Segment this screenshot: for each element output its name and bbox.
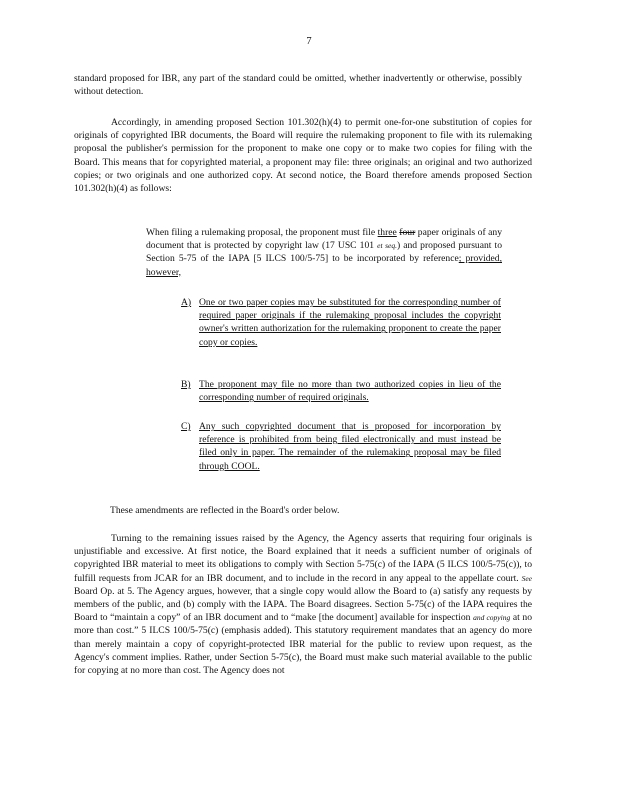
- para4-part-c: at no more than cost.” 5 ILCS 100/5-75(c) (emphasis added). This statutory requirement mandates that an agency do more than merely maintain a copy of copyright-protected IBR material for the public to review upon request, as the Agency's comment implies. Rather, under Section 5-75(c), the Board must make such material available to the public for copying at no more than cost. The Agency does not: [74, 612, 532, 677]
- deleted-text: four: [399, 227, 416, 238]
- rule-intro-part2: paper originals of any document that is protected by copyright law (17 USC 101: [146, 227, 502, 252]
- page-number: 7: [306, 36, 312, 47]
- item-text: Any such copyrighted document that is proposed for incorporation by reference is prohibited from being filed electronically and must instead be filed only in paper. The remainder of the rulemaking proposal may be filed through COOL.: [199, 421, 501, 472]
- item-label: A): [181, 297, 192, 308]
- item-label: B): [181, 379, 191, 390]
- inserted-proviso: ; provided, however,: [146, 253, 502, 278]
- item-text: One or two paper copies may be substituted for the corresponding number of required paper originals if the rulemaking proposal includes the copyright owner's written authorization for the rulemaking proponent to create the paper copy or copies.: [199, 297, 501, 348]
- rule-intro: [146, 226, 502, 279]
- paragraph-amendments: [110, 504, 510, 517]
- paragraph-text: Accordingly, in amending proposed Section 101.302(h)(4) to permit one-for-one substitution of copies for originals of copyrighted IBR documents, the Board will require the rulemaking proponent to file with its rulemaking proposal the publisher's permission for the proponent to make one copy or to make two copies for filing with the Board. This means that for copyrighted material, a proponent may file: three originals; an original and two authorized copies; or two originals and one authorized copy. At second notice, the Board therefore amends proposed Section 101.302(h)(4) as follows:: [74, 117, 532, 195]
- rule-item-c: [181, 420, 501, 473]
- item-text: The proponent may file no more than two authorized copies in lieu of the corresponding number of required originals.: [199, 379, 501, 404]
- see-signal: See: [521, 573, 532, 583]
- rule-intro-part1: When filing a rulemaking proposal, the proponent must file: [146, 227, 376, 238]
- rule-intro-part3: ) and proposed pursuant to Section 5-75 of the IAPA [5 ILCS 100/5-75] to be incorporated by reference: [146, 240, 502, 265]
- rule-item-b: [181, 378, 501, 404]
- amended-rule-text: [146, 226, 502, 279]
- item-label: C): [181, 421, 191, 432]
- paragraph-accordingly: [74, 116, 532, 195]
- inserted-text: three: [377, 227, 397, 238]
- paragraph-turning: [74, 532, 532, 677]
- paragraph-text: These amendments are reflected in the Board's order below.: [110, 505, 340, 516]
- paragraph-continuation: [74, 72, 522, 98]
- citation-italic: et seq.: [377, 241, 397, 251]
- para4-part-b: Board Op. at 5. The Agency argues, however, that a single copy would allow the Board to (a) satisfy any requests by members of the public, and (b) comply with the IAPA. The Board disagrees. Section 5-75(c) of the IAPA requires the Board to “maintain a copy” of an IBR document and to “make [the document] available for inspection: [74, 585, 532, 624]
- para4-part-a: Turning to the remaining issues raised by the Agency, the Agency asserts that requiring four originals is unjustifiable and excessive. At first notice, the Board explained that it needs a sufficient number of originals of copyrighted IBR material to meet its obligations to comply with Section 5-75(c) of the IAPA (5 ILCS 100/5-75(c)), to fulfill requests from JCAR for an IBR document, and to include in the record in any appeal to the appellate court.: [74, 533, 532, 584]
- emphasized-text: and copying: [473, 613, 511, 623]
- rule-item-a: [181, 296, 501, 349]
- paragraph-text: [74, 532, 532, 677]
- paragraph-text: standard proposed for IBR, any part of the standard could be omitted, whether inadvertently or otherwise, possibly without detection.: [74, 73, 522, 98]
